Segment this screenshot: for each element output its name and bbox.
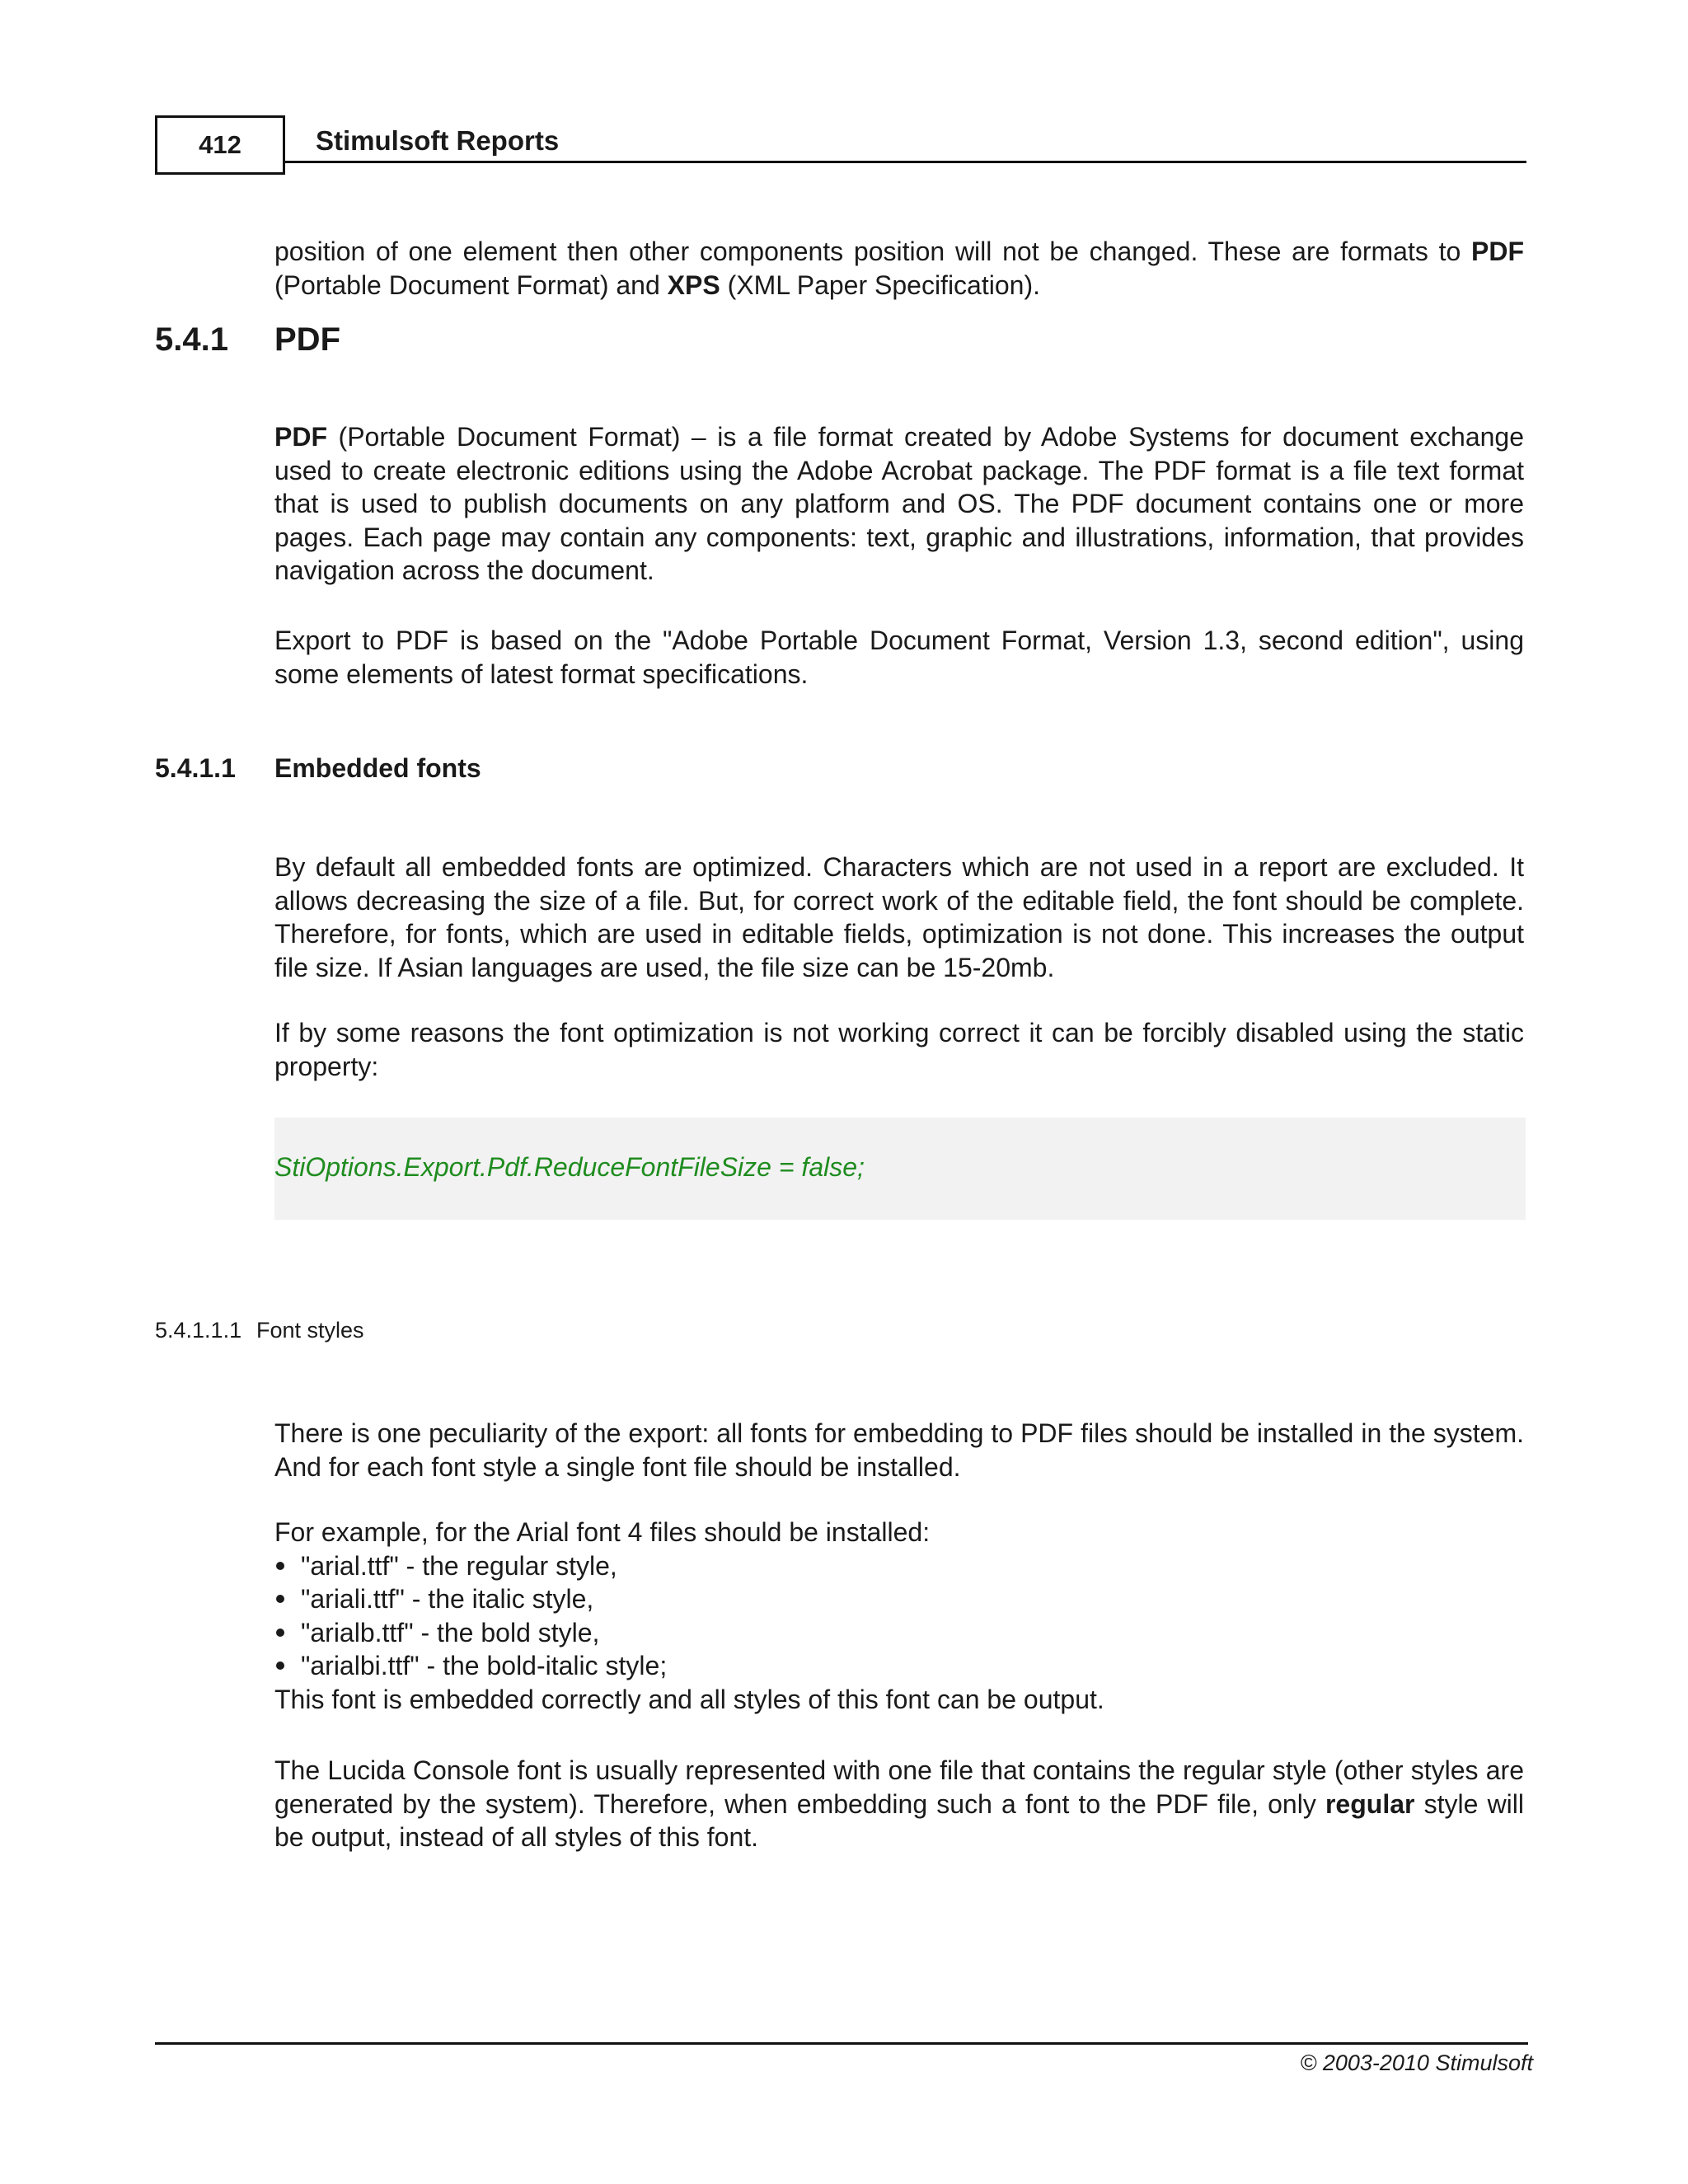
styles-example-outro: This font is embedded correctly and all styles of this font can be output. [274, 1684, 1104, 1714]
section-fonts-title: Embedded fonts [274, 753, 481, 783]
page-number-box [155, 115, 285, 175]
section-styles-number: 5.4.1.1.1 [155, 1318, 242, 1343]
list-item: "arial.ttf" - the regular style, [274, 1549, 1524, 1583]
styles-paragraph-3-text-a: The Lucida Console font is usually represented with one file that contains the regular style (other styles are generated by the system). Therefore, when embedding such a font to the PDF file, only [274, 1755, 1524, 1819]
styles-example-intro: For example, for the Arial font 4 files should be installed: [274, 1517, 931, 1547]
section-styles-title: Font styles [256, 1318, 364, 1343]
page-number: 412 [199, 130, 241, 159]
intro-paragraph [274, 235, 1524, 302]
styles-paragraph-3 [274, 1754, 1524, 1854]
list-item: "arialbi.ttf" - the bold-italic style; [274, 1649, 1524, 1683]
styles-paragraph-3-text-b: style will be output, instead of all styles of this font. [274, 1788, 1524, 1852]
intro-text-c: (Portable Document Format) and [274, 269, 668, 300]
section-pdf-number: 5.4.1 [155, 321, 228, 358]
section-fonts-number: 5.4.1.1 [155, 753, 236, 783]
intro-bold-xps: XPS [667, 269, 720, 300]
pdf-paragraph-1-text: (Portable Document Format) – is a file format created by Adobe Systems for document exchange used to create electronic editions using the Adobe Acrobat package. The PDF format is a file text format that is used to publish documents on any platform and OS. The PDF document contains one or more pages. Each page may contain any components: text, graphic and illustrations, information, that provides navigation across the document. [274, 422, 1524, 585]
styles-bold-regular: regular [1325, 1788, 1415, 1819]
footer-rule [155, 2042, 1528, 2045]
fonts-paragraph-1: By default all embedded fonts are optimized. Characters which are not used in a report are excluded. It allows decreasing the size of a file. But, for correct work of the editable field, the font should be complete. Therefore, for fonts, which are used in editable fields, optimization is not done. This increases the output file size. If Asian languages are used, the file size can be 15-20mb. [274, 852, 1524, 982]
list-item: "arialb.ttf" - the bold style, [274, 1616, 1524, 1650]
section-pdf-title: PDF [274, 321, 340, 358]
fonts-paragraph-2: If by some reasons the font optimization is not working correct it can be forcibly disabled using the static property: [274, 1018, 1524, 1081]
pdf-paragraph-1 [274, 420, 1524, 588]
pdf-bold-term: PDF [274, 422, 327, 452]
intro-bold-pdf: PDF [1471, 237, 1524, 266]
code-snippet: StiOptions.Export.Pdf.ReduceFontFileSize = false; [274, 1152, 865, 1182]
styles-paragraph-1: There is one peculiarity of the export: all fonts for embedding to PDF files should be installed in the system. And for each font style a single font file should be installed. [274, 1418, 1524, 1482]
intro-text-a: position of one element then other components position will not be changed. These are formats to [274, 237, 1471, 266]
intro-text-d: (XML Paper Specification). [720, 269, 1040, 300]
header-title: Stimulsoft Reports [316, 125, 560, 156]
pdf-paragraph-2: Export to PDF is based on the "Adobe Portable Document Format, Version 1.3, second edition", using some elements of latest format specifications. [274, 626, 1524, 689]
font-file-list [274, 1549, 1524, 1683]
footer-copyright: © 2003-2010 Stimulsoft [1300, 2050, 1533, 2075]
list-item: "ariali.ttf" - the italic style, [274, 1582, 1524, 1616]
styles-paragraph-2 [274, 1516, 1524, 1716]
header-rule [285, 161, 1526, 163]
